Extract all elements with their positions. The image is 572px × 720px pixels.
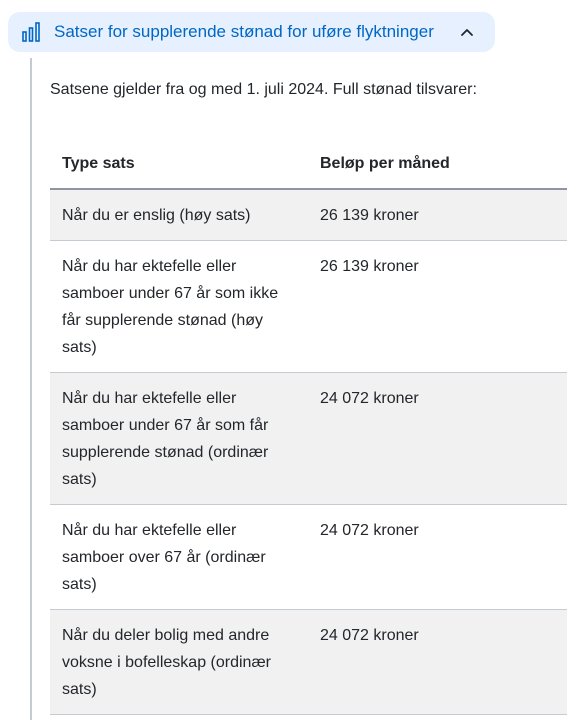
rate-amount-cell: 24 072 kroner: [308, 505, 567, 610]
rate-amount-cell: 26 139 kroner: [308, 189, 567, 241]
rate-type-cell: Når du har ektefelle eller samboer over 67 år (ordinær sats): [50, 505, 308, 610]
expander-content: [30, 58, 572, 720]
table-header-row: [50, 138, 567, 189]
rates-table: [50, 138, 567, 715]
rate-type-cell: Når du deler bolig med andre voksne i bofelleskap (ordinær sats): [50, 610, 308, 715]
expander-title: Satser for supplerende stønad for uføre flyktninger: [54, 22, 434, 41]
table-row: [50, 610, 567, 715]
rate-type-cell: Når du har ektefelle eller samboer under 67 år som ikke får supplerende stønad (høy sats): [50, 241, 308, 373]
rate-amount-cell: 24 072 kroner: [308, 610, 567, 715]
rate-amount-cell: 26 139 kroner: [308, 241, 567, 373]
rate-type-cell: Når du er enslig (høy sats): [50, 189, 308, 241]
table-row: [50, 373, 567, 505]
rate-type-cell: Når du har ektefelle eller samboer under 67 år som får supplerende stønad (ordinær sats): [50, 373, 308, 505]
table-row: [50, 241, 567, 373]
table-row: [50, 189, 567, 241]
rate-amount-cell: 24 072 kroner: [308, 373, 567, 505]
expander-header[interactable]: [8, 12, 495, 52]
bar-chart-icon: [22, 22, 42, 42]
column-header-amount: Beløp per måned: [308, 138, 567, 189]
table-row: [50, 505, 567, 610]
column-header-type: Type sats: [50, 138, 308, 189]
intro-text: Satsene gjelder fra og med 1. juli 2024. Full stønad tilsvarer:: [50, 81, 477, 98]
chevron-up-icon[interactable]: [459, 24, 475, 40]
